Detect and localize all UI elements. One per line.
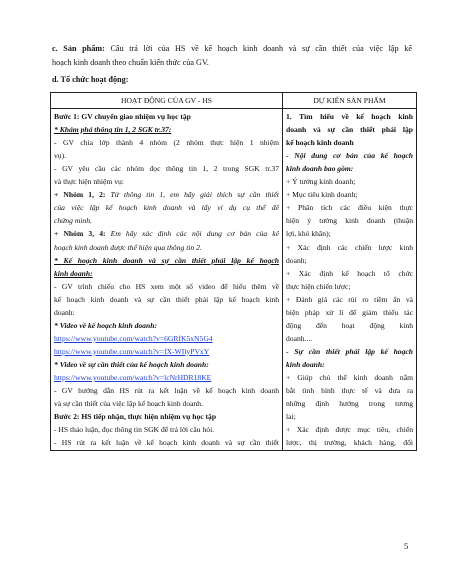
- necessity-heading-cont: kinh doanh:: [286, 359, 325, 369]
- text-line: + Xác định các chiến lược kinh: [286, 242, 413, 252]
- group12-text: Từ thông tin 1, em hãy giải thích sự cần thiết: [105, 190, 279, 200]
- step1-heading: Bước 1: GV chuyển giao nhiệm vụ học tập: [54, 112, 191, 122]
- expected-products: [283, 109, 417, 451]
- text-line: + Mục tiêu kinh doanh;: [286, 190, 358, 200]
- video-link[interactable]: https://www.youtube.com/watch?v=fX-WIlyPVxY: [54, 346, 210, 356]
- content-heading: - Nội dung cơ bản của kế hoạch: [286, 151, 413, 161]
- text-line: thực hiện chiến lược;: [286, 281, 351, 291]
- header-expected-product: DỰ KIẾN SẢN PHẨM: [283, 93, 417, 109]
- text-line: lai;: [286, 412, 296, 422]
- business-plan-heading: * Kế hoạch kinh doanh và sự cần thiết phải lập kế hoạch: [54, 255, 279, 265]
- product-paragraph: [52, 42, 412, 56]
- text-line: - HS thảo luận, đọc thông tin SGK để trả lời câu hỏi.: [54, 425, 215, 435]
- teacher-student-activities: [51, 109, 283, 451]
- text-line: động đến hoạt động kinh: [286, 320, 413, 330]
- text-line: doanh:: [54, 307, 75, 317]
- video-heading-plan: * Video về kế hoạch kinh doanh:: [54, 320, 157, 330]
- text-line: + Xác định kế hoạch tổ chức: [286, 268, 413, 278]
- text-line: của việc lập kế hoạch kinh doanh và lấy ví dụ cụ thể để: [54, 203, 279, 213]
- text-line: chứng minh.: [54, 216, 92, 226]
- text-line: + Phân tích các điều kiện thực: [286, 203, 413, 213]
- video-link[interactable]: https://www.youtube.com/watch?v=lcNrHDR18KE: [54, 372, 212, 382]
- section1-title-cont: doanh và sự cần thiết phải lập: [286, 125, 413, 135]
- business-plan-heading-cont: kinh doanh:: [54, 268, 93, 278]
- text-line: + Ý tưởng kinh doanh;: [286, 177, 356, 187]
- group34-task: [54, 227, 279, 240]
- necessity-heading: - Sự cần thiết phải lập kế hoạch: [286, 346, 413, 356]
- group34-text: Em hãy xác định các nội dung cơ bản của kế: [105, 229, 279, 239]
- page-number: 5: [404, 541, 409, 551]
- intro-section: [52, 42, 412, 87]
- text-line: bắt tình hình thực tế và đưa ra: [286, 386, 413, 396]
- text-line: vụ).: [54, 151, 67, 161]
- section1-title-end: kế hoạch kinh doanh: [286, 138, 354, 148]
- text-line: hiện ý tưởng kinh doanh (thuận: [286, 216, 413, 226]
- group12-task: [54, 188, 279, 201]
- step2-heading: Bước 2: HS tiếp nhận, thực hiện nhiệm vụ học tập: [54, 412, 217, 422]
- organize-label: d. Tổ chức hoạt động:: [52, 75, 129, 84]
- video-link[interactable]: https://www.youtube.com/watch?v=6GRfK5xN5G4: [54, 333, 213, 343]
- table-body-row: [51, 109, 417, 451]
- text-line: và thực hiện nhiệm vụ:: [54, 177, 124, 187]
- content-heading-cont: kinh doanh bao gồm:: [286, 164, 354, 174]
- section1-title: 1. Tìm hiểu về kế hoạch kinh: [286, 112, 413, 122]
- text-line: lược, thị trường, khách hàng, đối: [286, 438, 413, 448]
- video-heading-necessity: * Video về sự cần thiết của kế hoạch kinh doanh:: [54, 359, 209, 369]
- text-line: - GV trình chiếu cho HS xem một số video để hiểu thêm về: [54, 281, 279, 291]
- text-line: doanh....: [286, 333, 313, 343]
- header-teacher-student: HOẠT ĐỘNG CỦA GV - HS: [51, 93, 283, 109]
- table-header-row: [51, 93, 417, 109]
- text-line: biện pháp xử lí để giảm thiểu tác: [286, 307, 413, 317]
- text-line: kế hoạch kinh doanh và sự cần thiết phải lập kế hoạch kinh: [54, 294, 279, 304]
- text-line: những định hướng trong tương: [286, 399, 413, 409]
- text-line: và sự cần thiết của việc lập kế hoạch kinh doanh.: [54, 399, 203, 409]
- product-paragraph-cont: hoạch kinh doanh theo chuẩn kiến thức của GV.: [52, 58, 209, 67]
- activity-table: [50, 92, 417, 451]
- organize-heading: [52, 73, 412, 87]
- product-label: c. Sản phẩm:: [52, 44, 105, 53]
- text-line: + Đánh giá các rủi ro tiềm ẩn và: [286, 294, 413, 304]
- text-line: - GV chia lớp thành 4 nhóm (2 nhóm thực hiện 1 nhiệm: [54, 138, 279, 148]
- text-line: + Giúp chủ thể kinh doanh nắm: [286, 372, 413, 382]
- text-line: - HS rút ra kết luận về kế hoạch kinh doanh và sự cần thiết: [54, 438, 279, 448]
- explore-heading: * Khám phá thông tin 1, 2 SGK tr.37:: [54, 125, 172, 135]
- text-line: doanh;: [286, 255, 307, 265]
- text-line: lợi, khó khăn);: [286, 229, 331, 239]
- product-text-1: Câu trả lời của HS về kế hoạch kinh doanh và sự cần thiết của việc lập kế: [104, 44, 412, 53]
- group12-label: + Nhóm 1, 2:: [54, 190, 106, 200]
- text-line: + Xác định được mục tiêu, chiến: [286, 425, 413, 435]
- text-line: - GV hướng dẫn HS rút ra kết luận về kế hoạch kinh doanh: [54, 386, 279, 396]
- group34-label: + Nhóm 3, 4:: [54, 229, 106, 239]
- text-line: - GV yêu cầu các nhóm đọc thông tin 1, 2 trong SGK tr.37: [54, 164, 279, 174]
- text-line: hoạch kinh doanh được thể hiện qua thông tin 2.: [54, 242, 202, 252]
